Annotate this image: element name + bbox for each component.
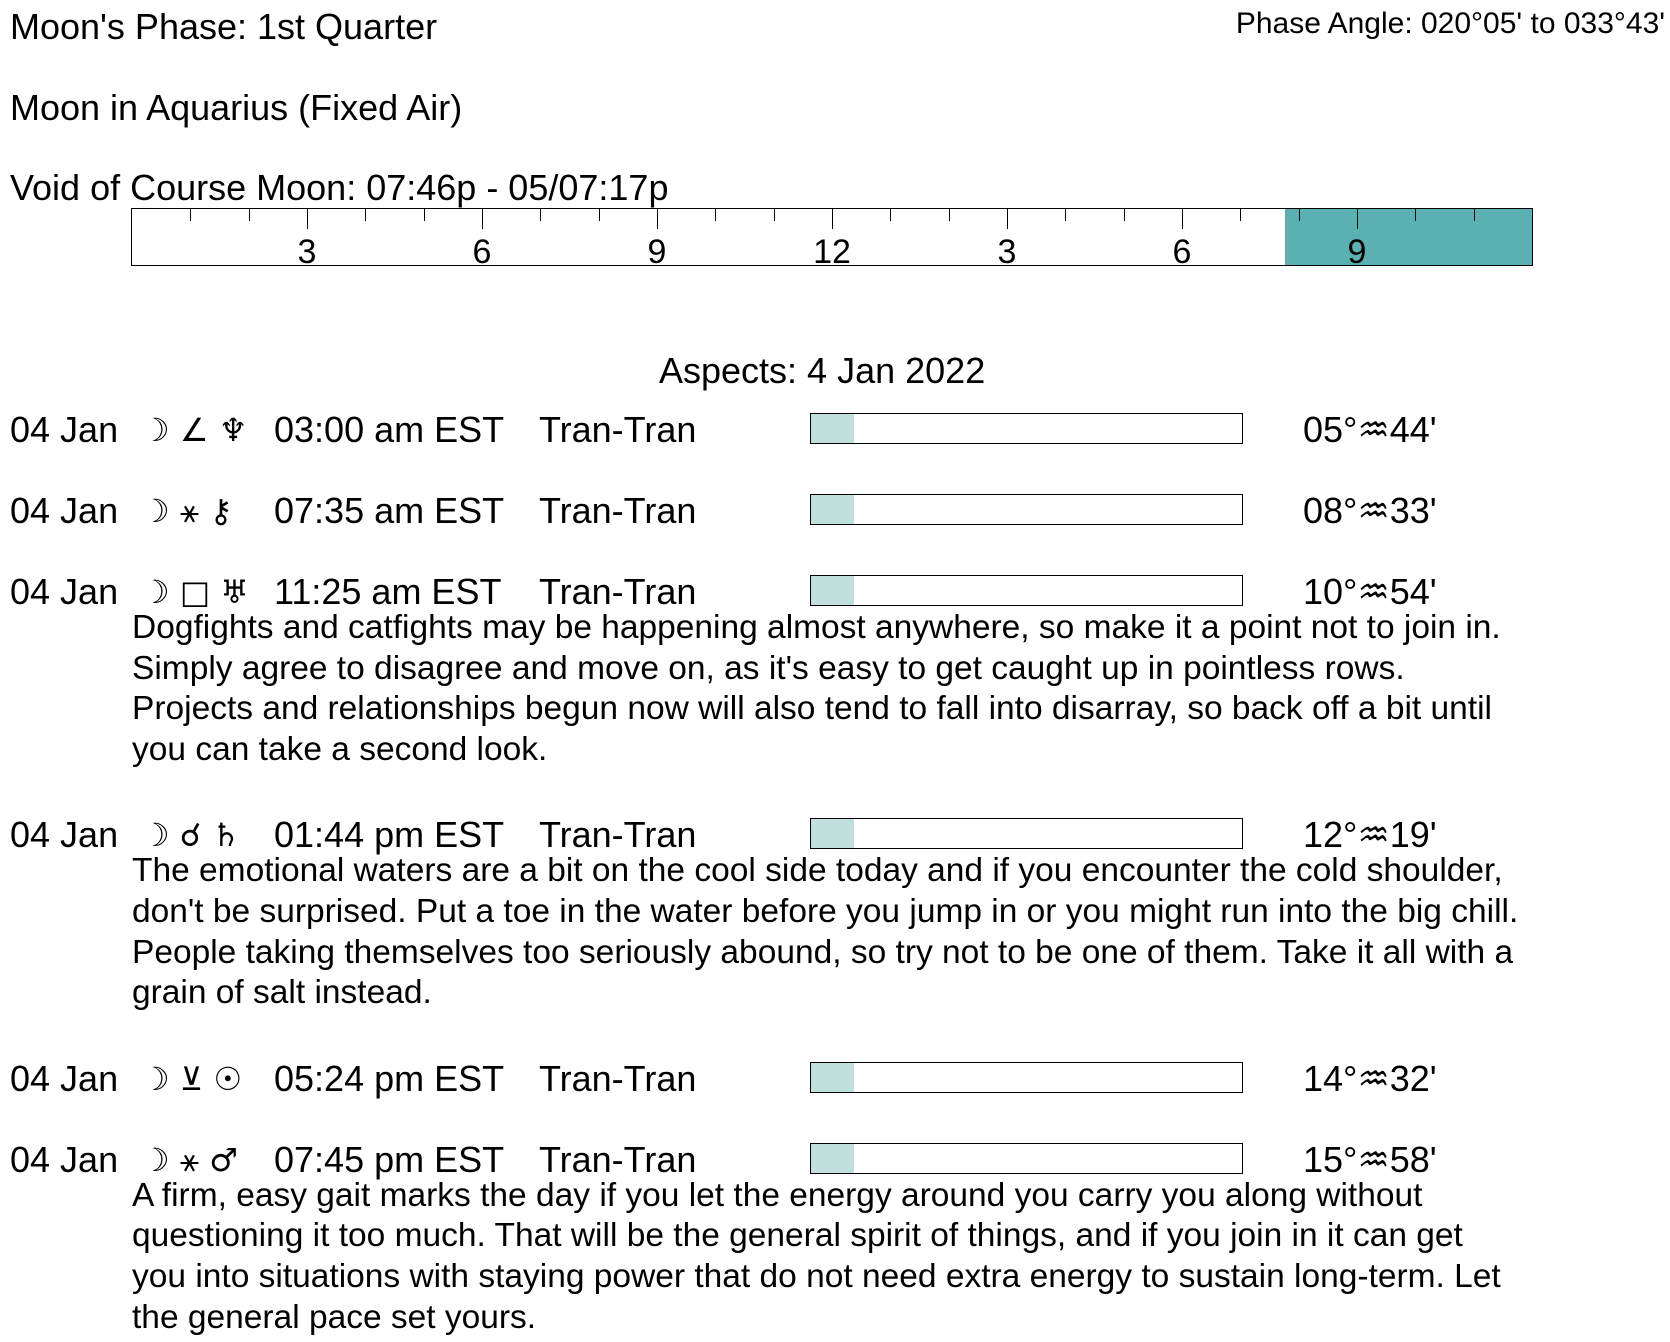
aspect-position: 05°♒44' — [1303, 409, 1437, 450]
aspect-date: 04 Jan — [10, 409, 119, 450]
aspect-time: 07:45 pm EST — [274, 1138, 505, 1180]
interpretation-line: the general pace set yours. — [132, 1298, 537, 1336]
timeline-minor-tick — [1299, 209, 1300, 221]
aspect-time: 03:00 am EST — [274, 409, 505, 450]
aspect-date: 04 Jan — [10, 1057, 119, 1099]
aspect-date: 04 Jan — [10, 1138, 119, 1180]
timeline-minor-tick — [599, 209, 600, 221]
timeline-minor-tick — [774, 209, 775, 221]
interpretation-line: Dogfights and catfights may be happening almost anywhere, so make it a point not to join in. — [132, 609, 1501, 646]
aspects-title: Aspects: 4 Jan 2022 — [659, 350, 986, 391]
aspect-position: 10°♒54' — [1303, 571, 1437, 612]
aspect-strength-fill — [811, 495, 854, 524]
aspect-interpretation — [132, 1176, 1662, 1338]
timeline-major-tick — [482, 209, 483, 229]
timeline-hour-label: 6 — [472, 233, 492, 266]
interpretation-line: questioning it too much. That will be the general spirit of things, and if you join in it can get — [132, 1217, 1463, 1255]
aspect-time: 11:25 am EST — [274, 571, 502, 612]
aspect-date: 04 Jan — [10, 814, 119, 856]
aspect-symbols: ☽ ⊻ ☉ — [141, 1059, 243, 1098]
aspect-strength-bar — [810, 1062, 1243, 1093]
timeline-minor-tick — [424, 209, 425, 221]
aspect-strength-fill — [811, 819, 854, 848]
aspect-type: Tran-Tran — [539, 409, 697, 450]
interpretation-line: Projects and relationships begun now will also tend to fall into disarray, so back off a bit until — [132, 690, 1492, 728]
interpretation-line: A firm, easy gait marks the day if you let the energy around you carry you along without — [132, 1176, 1423, 1214]
void-of-course-label: Void of Course Moon: 07:46p - 05/07:17p — [10, 167, 669, 208]
interpretation-line: The emotional waters are a bit on the cool side today and if you encounter the cold shoulder, — [132, 852, 1503, 890]
aspect-strength-bar — [810, 413, 1243, 444]
timeline-minor-tick — [715, 209, 716, 221]
aspect-strength-bar — [810, 1143, 1243, 1174]
interpretation-line: People taking themselves too seriously abound, so try not to be one of them. Take it all with a — [132, 933, 1514, 971]
aspect-interpretation — [132, 608, 1662, 770]
aspect-strength-fill — [811, 414, 854, 443]
timeline-minor-tick — [540, 209, 541, 221]
void-of-course-fill — [1285, 209, 1532, 265]
timeline-minor-tick — [949, 209, 950, 221]
aspect-type: Tran-Tran — [539, 571, 697, 612]
timeline-hour-label: 3 — [997, 233, 1017, 266]
aspect-strength-fill — [811, 576, 854, 605]
aspect-time: 01:44 pm EST — [274, 814, 505, 856]
timeline-hour-label: 12 — [813, 233, 851, 266]
aspect-date: 04 Jan — [10, 490, 119, 531]
timeline-minor-tick — [1415, 209, 1416, 221]
timeline-major-tick — [832, 209, 833, 229]
aspect-symbols: ☽ ⚹ ♂ — [141, 1140, 238, 1179]
aspect-strength-fill — [811, 1144, 854, 1173]
aspect-symbols: ☽ ⚹ ⚷ — [141, 492, 233, 530]
timeline-major-tick — [1357, 209, 1358, 229]
void-of-course-timeline — [131, 208, 1533, 266]
moon-sign-label: Moon in Aquarius (Fixed Air) — [10, 87, 463, 128]
phase-angle-label: Phase Angle: 020°05' to 033°43' — [1235, 7, 1665, 40]
interpretation-line: you can take a second look. — [132, 730, 548, 768]
aspect-symbols: ☽ □ ♅ — [141, 573, 249, 611]
aspect-date: 04 Jan — [10, 571, 119, 612]
timeline-minor-tick — [890, 209, 891, 221]
timeline-hour-label: 9 — [647, 233, 667, 266]
interpretation-line: you into situations with staying power that do not need extra energy to sustain long-term. Let — [132, 1257, 1501, 1295]
aspect-time: 05:24 pm EST — [274, 1057, 505, 1099]
moon-phase-label: Moon's Phase: 1st Quarter — [10, 6, 438, 47]
aspect-position: 15°♒58' — [1303, 1138, 1437, 1180]
aspect-strength-bar — [810, 818, 1243, 849]
aspect-strength-fill — [811, 1063, 854, 1092]
interpretation-line: Simply agree to disagree and move on, as it's easy to get caught up in pointless rows. — [132, 649, 1405, 687]
timeline-major-tick — [1182, 209, 1183, 229]
aspect-position: 12°♒19' — [1303, 814, 1437, 856]
timeline-major-tick — [657, 209, 658, 229]
timeline-major-tick — [1007, 209, 1008, 229]
aspect-position: 08°♒33' — [1303, 490, 1437, 531]
timeline-hour-label: 9 — [1347, 233, 1367, 266]
aspect-type: Tran-Tran — [539, 1138, 697, 1180]
aspect-interpretation — [132, 851, 1662, 1013]
aspect-position: 14°♒32' — [1303, 1057, 1437, 1099]
timeline-minor-tick — [249, 209, 250, 221]
interpretation-line: grain of salt instead. — [132, 974, 432, 1012]
timeline-minor-tick — [365, 209, 366, 221]
aspect-type: Tran-Tran — [539, 814, 697, 856]
timeline-hour-label: 6 — [1172, 233, 1192, 266]
aspect-type: Tran-Tran — [539, 490, 697, 531]
aspect-symbols: ☽ ☌ ♄ — [141, 816, 241, 855]
timeline-minor-tick — [1474, 209, 1475, 221]
timeline-minor-tick — [1065, 209, 1066, 221]
timeline-hour-label: 3 — [297, 233, 317, 266]
timeline-minor-tick — [1124, 209, 1125, 221]
timeline-major-tick — [307, 209, 308, 229]
timeline-minor-tick — [190, 209, 191, 221]
aspect-symbols: ☽ ∠ ♆ — [141, 411, 248, 449]
aspect-time: 07:35 am EST — [274, 490, 505, 531]
aspect-type: Tran-Tran — [539, 1057, 697, 1099]
aspect-strength-bar — [810, 494, 1243, 525]
aspect-strength-bar — [810, 575, 1243, 606]
timeline-minor-tick — [1240, 209, 1241, 221]
interpretation-line: don't be surprised. Put a toe in the water before you jump in or you might run into the big chill. — [132, 892, 1519, 930]
